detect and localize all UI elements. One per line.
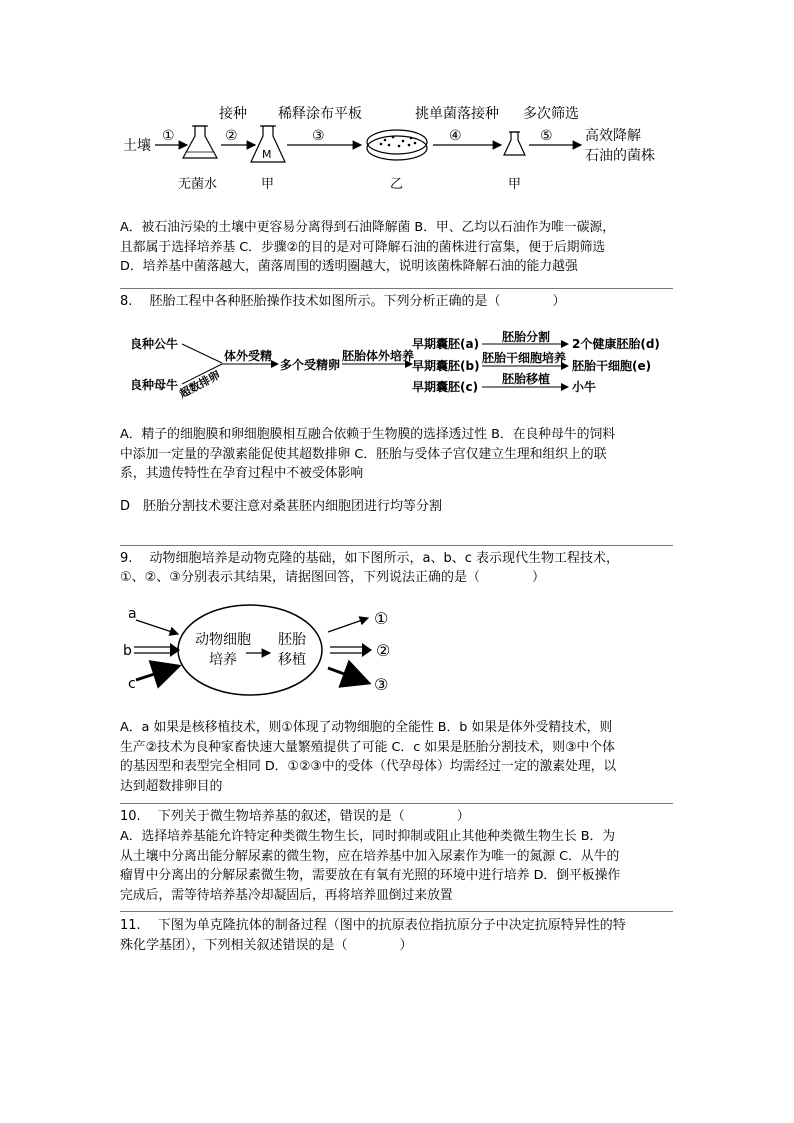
question-10-options xyxy=(120,827,680,905)
figure-embryo-engineering xyxy=(120,328,700,408)
divider-q9 xyxy=(120,803,673,804)
q9-option-line-4: 达到超数排卵目的 xyxy=(120,778,223,794)
result-3-label: ③ xyxy=(374,675,389,694)
label-sterile-water: 无菌水 xyxy=(178,177,218,192)
q9-option-line-1: A．a 如果是核移植技术，则①体现了动物细胞的全能性 B．b 如果是体外受精技术，则 xyxy=(120,720,613,735)
question-9-stem-line-2: ①、②、③分别表示其结果，请据图回答，下列说法正确的是（ ） xyxy=(120,570,545,585)
input-b-label: b xyxy=(123,643,132,659)
q8-option-line-1: A．精子的细胞膜和卵细胞膜相互融合依赖于生物膜的选择透过性 B．在良种母牛的饲料 xyxy=(120,427,616,442)
figure-petroleum-bacteria-isolation xyxy=(115,100,685,200)
process-ellipse xyxy=(178,605,322,695)
label-result-line2: 石油的菌株 xyxy=(585,148,655,164)
q7-option-line-3: D．培养基中菌落越大，菌落周围的透明圈越大，说明该菌株降解石油的能力越强 xyxy=(120,259,578,274)
step-3-label: ③ xyxy=(312,128,325,144)
question-9-options xyxy=(120,718,680,796)
label-embryo-transfer-2: 移植 xyxy=(278,652,306,668)
arrow-result-2-double xyxy=(330,643,372,657)
line-bull-to-ivf xyxy=(182,344,222,363)
step-4-label: ④ xyxy=(449,128,462,144)
label-dish-b: 乙 xyxy=(390,177,404,192)
question-8-stem: 8. 胚胎工程中各种胚胎操作技术如图所示。下列分析正确的是（ ） xyxy=(120,294,566,309)
arrow-result-1 xyxy=(328,618,368,632)
arrow-b-double xyxy=(134,643,180,657)
question-8-option-d: D 胚胎分割技术要注意对桑葚胚内细胞团进行均等分割 xyxy=(120,499,443,514)
q10-option-line-1: A．选择培养基能允许特定种类微生物生长，同时抑制或阻止其他种类微生物生长 B．为 xyxy=(120,829,616,844)
flask-medium-a-small-icon xyxy=(504,132,525,155)
label-flask-a-2: 甲 xyxy=(508,177,522,192)
label-multiple-screening: 多次筛选 xyxy=(523,106,579,122)
q9-option-line-3: 的基因型和表型完全相同 D．①②③中的受体（代孕母体）均需经过一定的激素处理，以 xyxy=(120,759,617,774)
q7-option-line-2: 且都属于选择培养基 C．步骤②的目的是对可降解石油的菌株进行富集，便于后期筛选 xyxy=(120,239,606,255)
label-fertilized-eggs: 多个受精卵 xyxy=(280,358,341,372)
flask-sterile-water-icon xyxy=(183,126,217,158)
label-healthy-embryos-d: 2个健康胚胎(d) xyxy=(572,337,660,351)
label-embryo-split: 胚胎分割 xyxy=(502,330,551,344)
arrow-c-bold xyxy=(136,667,176,680)
label-es-cells-e: 胚胎干细胞(e) xyxy=(572,359,652,373)
label-in-vitro-culture: 胚胎体外培养 xyxy=(342,349,415,363)
q8-option-line-3: 系，其遗传特性在孕育过程中不被受体影响 xyxy=(120,466,364,481)
input-a-label: a xyxy=(128,606,137,622)
label-embryo-transfer: 胚胎移植 xyxy=(502,372,551,386)
divider-q10 xyxy=(120,911,673,912)
label-superovulation: 超数排卵 xyxy=(177,368,223,401)
divider-q7 xyxy=(120,288,673,289)
question-10-stem: 10. 下列关于微生物培养基的叙述，错误的是（ ） xyxy=(120,809,470,824)
label-soil: 土壤 xyxy=(123,138,151,154)
input-c-label: c xyxy=(128,676,136,692)
q9-option-line-2: 生产②技术为良种家畜快速大量繁殖提供了可能 C．c 如果是胚胎分割技术，则③中个体 xyxy=(120,739,615,755)
q10-option-line-3: 瘤胃中分离出的分解尿素微生物，需要放在有氧有光照的环境中进行培养 D．倒平板操作 xyxy=(120,868,621,883)
question-9-stem-line-1: 9. 动物细胞培养是动物克隆的基础，如下图所示，a、b、c 表示现代生物工程技术， xyxy=(120,551,620,566)
label-ivf: 体外受精 xyxy=(224,349,273,363)
question-7-options xyxy=(120,218,680,277)
label-calf: 小牛 xyxy=(572,380,597,394)
label-bull: 良种公牛 xyxy=(130,337,179,351)
figure-animal-cloning xyxy=(120,600,410,700)
label-pick-colony: 挑单菌落接种 xyxy=(415,106,499,122)
divider-q8 xyxy=(120,545,673,546)
petri-dish-icon xyxy=(367,130,427,160)
label-blastocyst-b: 早期囊胚(b) xyxy=(412,359,480,373)
q7-option-line-1: A．被石油污染的土壤中更容易分离得到石油降解菌 B．甲、乙均以石油作为唯一碳源， xyxy=(120,220,616,235)
label-cow: 良种母牛 xyxy=(130,378,179,392)
question-11-stem-line-2: 殊化学基团），下列相关叙述错误的是（ ） xyxy=(120,938,413,953)
label-flask-a: 甲 xyxy=(261,177,275,192)
result-1-label: ① xyxy=(374,609,389,628)
q10-option-line-2: 从土壤中分离出能分解尿素的微生物，应在培养基中加入尿素作为唯一的氮源 C．从牛的 xyxy=(120,848,620,864)
arrow-a xyxy=(136,620,178,634)
label-cell-culture-1: 动物细胞 xyxy=(195,632,251,648)
label-es-culture: 胚胎干细胞培养 xyxy=(482,351,567,365)
label-embryo-transfer-1: 胚胎 xyxy=(278,632,306,648)
label-inoculate: 接种 xyxy=(219,106,247,122)
flask-mark-m: M xyxy=(262,148,272,161)
q10-option-line-4: 完成后，需等待培养基冷却凝固后，再将培养皿倒过来放置 xyxy=(120,887,453,903)
label-cell-culture-2: 培养 xyxy=(209,652,237,668)
question-8-options xyxy=(120,425,680,484)
result-2-label: ② xyxy=(376,641,391,660)
arrow-result-3-bold xyxy=(328,668,366,682)
step-1-label: ① xyxy=(162,128,175,144)
label-result-line1: 高效降解 xyxy=(585,128,641,144)
step-2-label: ② xyxy=(225,128,238,144)
label-blastocyst-c: 早期囊胚(c) xyxy=(412,380,479,394)
q8-option-line-2: 中添加一定量的孕激素能促使其超数排卵 C．胚胎与受体子宫仅建立生理和组织上的联 xyxy=(120,446,607,462)
question-11-stem-line-1: 11. 下图为单克隆抗体的制备过程（图中的抗原表位指抗原分子中决定抗原特异性的特 xyxy=(120,918,626,933)
label-blastocyst-a: 早期囊胚(a) xyxy=(412,337,480,351)
step-5-label: ⑤ xyxy=(540,128,553,144)
label-spread-plate: 稀释涂布平板 xyxy=(278,106,362,122)
